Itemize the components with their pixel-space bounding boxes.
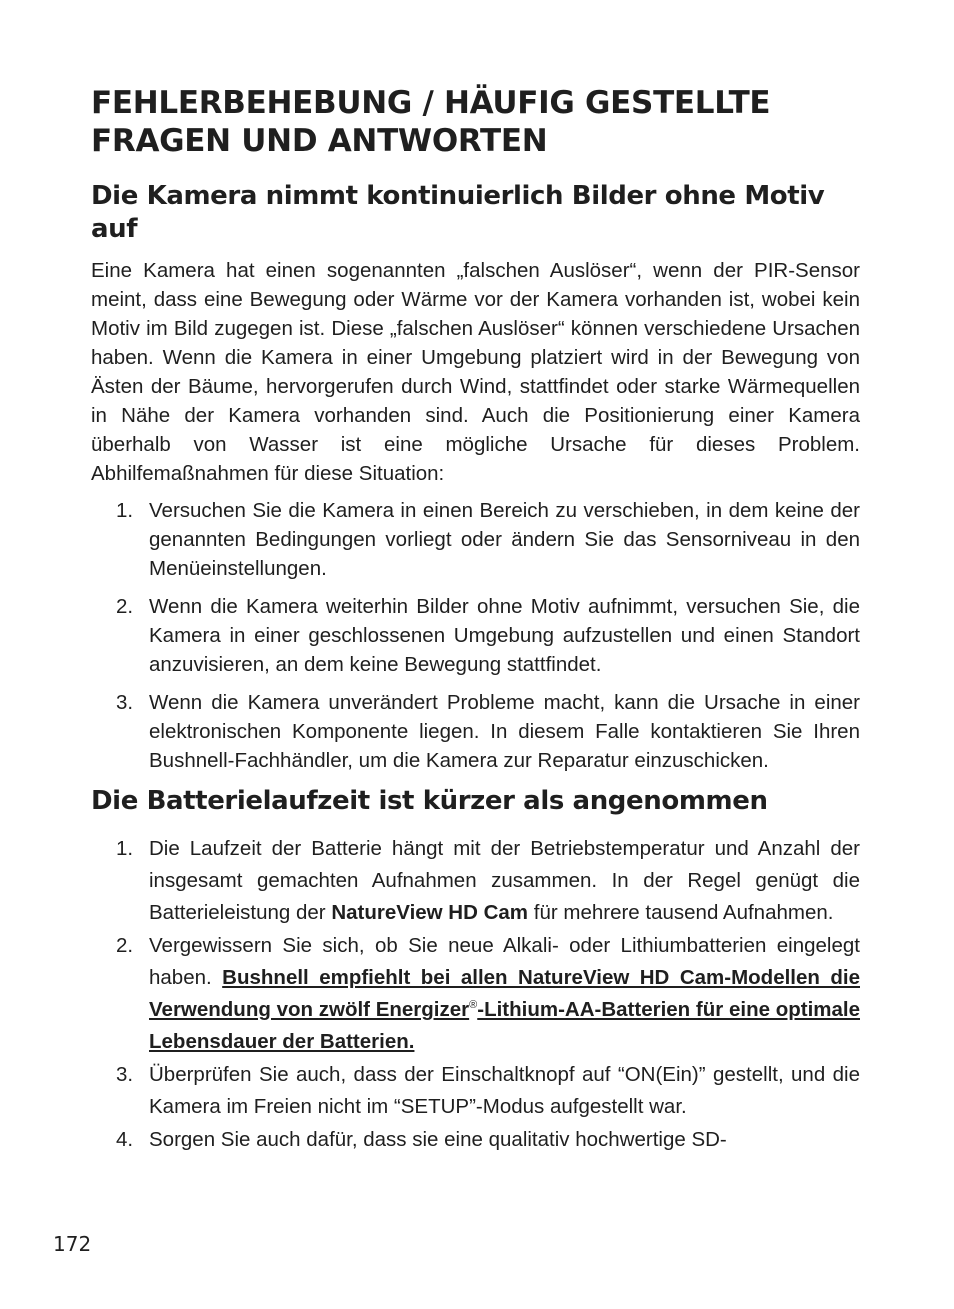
page-number: 172: [53, 1232, 92, 1256]
list-item-text: Die Laufzeit der Batterie hängt mit der Betriebstemperatur und Anzahl der insgesamt gemachten Aufnahmen zusammen. In der Regel genügt die Batterieleistung der: [149, 837, 860, 924]
list-item-text: Wenn die Kamera weiterhin Bilder ohne Motiv aufnimmt, versuchen Sie, die Kamera in einer geschlossenen Umgebung aufzustellen und einen Standort anzuvisieren, an dem keine Bewegung stattfindet.: [149, 595, 860, 676]
list-item-number: 2.: [116, 934, 134, 957]
list-item-text: Versuchen Sie die Kamera in einen Bereich zu verschieben, in dem keine der genannten Bedingungen vorliegt oder ändern Sie das Sensorniveau in den Menüeinstellungen.: [149, 499, 860, 580]
list-item-text: Vergewissern Sie sich, ob Sie neue Alkali- oder Lithiumbatterien eingelegt haben.: [149, 934, 860, 989]
document-page: [91, 84, 860, 1157]
section-heading-battery-life: Die Batterielaufzeit ist kürzer als angenommen: [91, 786, 768, 816]
list-item-number: 3.: [116, 691, 134, 714]
list-item: [91, 496, 860, 583]
remedy-list: [91, 496, 860, 775]
list-item: [91, 833, 860, 929]
list-item-number: 2.: [116, 595, 134, 618]
list-item-text: Überprüfen Sie auch, dass der Einschaltknopf auf “ON(Ein)” gestellt, und die Kamera im Freien nicht im “SETUP”-Modus aufgestellt war.: [149, 1063, 860, 1118]
battery-recommendation-end: -Lithium-AA-Batterien für eine optimale Lebensdauer der Batterien.: [149, 998, 860, 1053]
list-item-number: 4.: [116, 1128, 134, 1151]
list-item-number: 1.: [116, 837, 134, 860]
intro-paragraph: Eine Kamera hat einen sogenannten „falschen Auslöser“, wenn der PIR-Sensor meint, dass eine Bewegung oder Wärme vor der Kamera vorhanden ist, wobei kein Motiv im Bild zugegen ist. Diese „falschen Auslöser“ können verschiedene Ursachen haben. Wenn die Kamera in einer Umgebung platziert wird in der Bewegung von Ästen der Bäume, hervorgerufen durch Wind, stattfindet oder starke Wärmequellen in Nähe der Kamera vorhanden sind. Auch die Positionierung einer Kamera überhalb von Wasser ist eine mögliche Ursache für dieses Problem. Abhilfemaßnahmen für diese Situation:: [91, 259, 860, 485]
list-item: [91, 1124, 860, 1156]
list-item-number: 1.: [116, 499, 134, 522]
list-item-number: 3.: [116, 1063, 134, 1086]
product-name: NatureView HD Cam: [331, 901, 529, 924]
list-item: [91, 592, 860, 679]
section-battery-life: [91, 785, 860, 1156]
list-item-text-end: für mehrere tausend Aufnahmen.: [528, 901, 834, 924]
section-heading-false-triggers: Die Kamera nimmt kontinuierlich Bilder ohne Motiv auf: [91, 181, 825, 244]
list-item: [91, 688, 860, 775]
list-item: [91, 1059, 860, 1123]
list-item-text: Sorgen Sie auch dafür, dass sie eine qualitativ hochwertige SD-: [149, 1128, 727, 1151]
list-item-text: Wenn die Kamera unverändert Probleme macht, kann die Ursache in einer elektronischen Komponente liegen. In diesem Falle kontaktieren Sie Ihren Bushnell-Fachhändler, um die Kamera zur Reparatur einzuschicken.: [149, 691, 860, 772]
list-item: [91, 930, 860, 1058]
battery-tips-list: [91, 833, 860, 1156]
registered-mark: ®: [469, 999, 478, 1012]
battery-recommendation: Bushnell empfiehlt bei allen NatureView HD Cam-Modellen die Verwendung von zwölf Energizer: [149, 966, 860, 1021]
section-false-triggers: [91, 180, 860, 775]
page-title: FEHLERBEHEBUNG / HÄUFIG GESTELLTE FRAGEN UND ANTWORTEN: [91, 85, 771, 159]
